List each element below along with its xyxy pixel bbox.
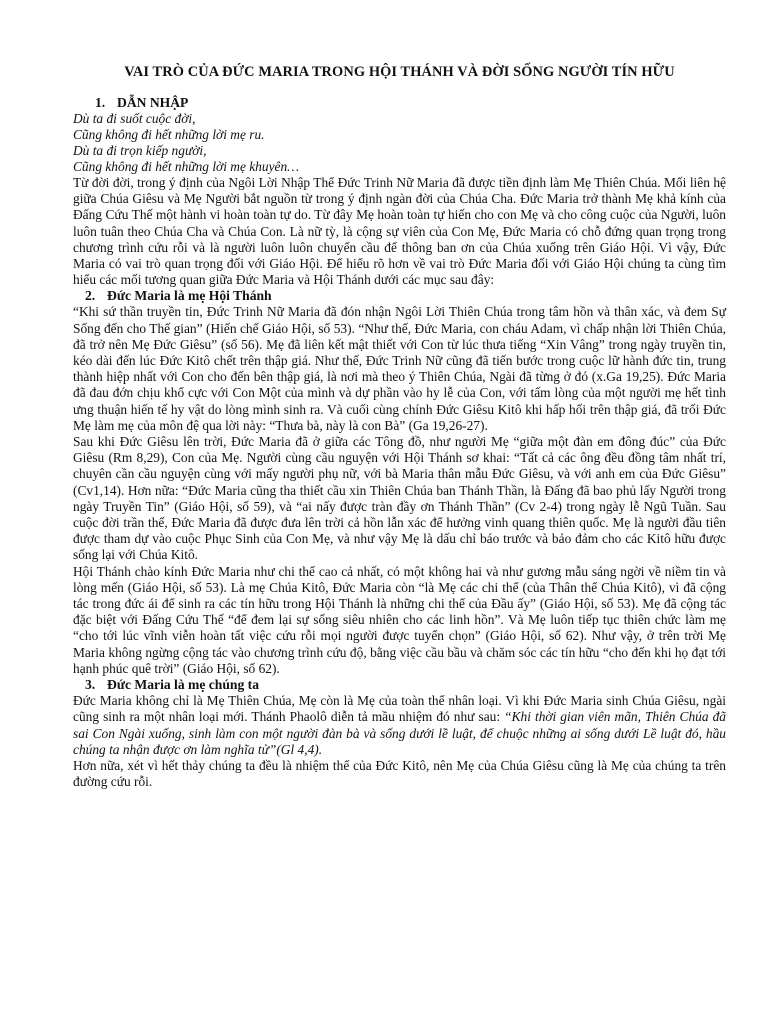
intro-paragraph: Từ đời đời, trong ý định của Ngôi Lời Nhập Thể Đức Trinh Nữ Maria đã được tiền định làm Mẹ Thiên Chúa. Mối liên hệ giữa Chúa Giêsu và Mẹ Người bắt nguồn từ trong ý định ngàn đời của Chúa Cha. Đức Maria trở thành Mẹ khả kính của Đấng Cứu Thế một hành vi hoàn toàn tự do. Từ đây Mẹ hoàn toàn tự hiến cho con Mẹ và cho công cuộc của Người, luôn luôn tuân theo Chúa Cha và Chúa Con. Là nữ tỳ, là cộng sự viên của Con Mẹ, Đức Maria có chỗ đứng quan trọng trong chương trình cứu rỗi và là người luôn luôn chuyển cầu để thông ban ơn của Chúa xuống trên Giáo Hội. Vì vậy, Đức Maria có vai trò quan trọng đối với Giáo Hội. Để hiểu rõ hơn về vai trò Đức Maria đối với Giáo Hội chúng ta cùng tìm hiểu các mối tương quan giữa Đức Maria và Hội Thánh dưới các mục sau đây: bbox=[73, 175, 726, 288]
body-paragraph: Sau khi Đức Giêsu lên trời, Đức Maria đã ở giữa các Tông đồ, như người Mẹ “giữa một đàn em đông đúc” của Đức Giêsu (Rm 8,29), Con của Mẹ. Người cùng cầu nguyện với Hội Thánh sơ khai: “Tất cả các ông đều đồng tâm nhất trí, chuyên cần cầu nguyện cùng với mấy người phụ nữ, với bà Maria thân mẫu Đức Giêsu, và với anh em của Đức Giêsu” (Cv1,14). Hơn nữa: “Đức Maria cũng tha thiết cầu xin Thiên Chúa ban Thánh Thần, là Đấng đã bao phủ lấy Người trong ngày Truyền Tin” (Giáo Hội, số 59), và “ai nấy được tràn đầy ơn Thánh Thần” (Cv 2-4) trong ngày lễ Ngũ Tuần. Sau cuộc đời trần thế, Đức Maria đã được đưa lên trời cả hồn lẫn xác để hưởng vinh quang thiên quốc. Mẹ là người đầu tiên được tham dự vào cuộc Phục Sinh của Con Mẹ, và như vậy Mẹ là dấu chỉ báo trước và bảo đảm cho các Kitô hữu được sống lại với Chúa Kitô. bbox=[73, 434, 726, 563]
poem-line: Dù ta đi suốt cuộc đời, bbox=[73, 111, 196, 126]
section-number: 3. bbox=[85, 677, 96, 693]
section-number: 1. bbox=[95, 95, 106, 110]
poem-line: Cũng không đi hết những lời mẹ khuyên… bbox=[73, 159, 300, 174]
paragraph-text: Đức Maria không chỉ là Mẹ Thiên Chúa, Mẹ còn là Mẹ của toàn thể nhân loại. Vì khi Đức Maria sinh Chúa Giêsu, ngài cũng sinh ra một nhân loại mới. Thánh Phaolô diễn tả mầu nhiệm đó như sau: bbox=[73, 693, 726, 725]
section-heading-mother-of-church bbox=[73, 288, 726, 304]
scripture-quote: “Khi thời gian viên mãn, Thiên Chúa đã sai Con Ngài xuống, sinh làm con một người đàn bà và sống dưới lề luật, để chuộc những ai sống dưới Lề luật đó, hầu chúng ta nhận được ơn làm nghĩa tử”(Gl 4,4). bbox=[73, 709, 726, 757]
body-paragraph: Hội Thánh chào kính Đức Maria như chi thể cao cả nhất, có một không hai và như gương mẫu sáng ngời về niềm tin và lòng mến (Giáo Hội, số 53). Là mẹ Chúa Kitô, Đức Maria còn “là Mẹ các chi thể (của Thân thể Chúa Kitô), vì đã cộng tác trong đức ái để sinh ra các tín hữu trong Hội Thánh là những chi thể của Đầu ấy” (Giáo Hội, số 53). Mẹ đã cộng tác đặc biệt với Đấng Cứu Thế “để đem lại sự sống siêu nhiên cho các linh hồn”. Và Mẹ luôn tiếp tục thiên chức làm mẹ “cho tới lúc vĩnh viễn hoàn tất việc cứu rỗi mọi người được tuyển chọn” (Giáo Hội, số 62). Như vậy, ở trên trời Mẹ Maria không ngừng cộng tác vào chương trình cứu độ, bằng việc cầu bầu và chăm sóc các tín hữu “cho đến khi họ đạt tới hạnh phúc quê trời” (Giáo Hội, số 62). bbox=[73, 563, 726, 676]
poem-line: Cũng không đi hết những lời mẹ ru. bbox=[73, 127, 265, 142]
section-heading-our-mother bbox=[73, 677, 726, 693]
section-title: Đức Maria là mẹ chúng ta bbox=[107, 677, 260, 693]
body-paragraph bbox=[73, 693, 726, 758]
poem bbox=[73, 111, 726, 175]
body-paragraph: “Khi sứ thần truyền tin, Đức Trinh Nữ Maria đã đón nhận Ngôi Lời Thiên Chúa trong tâm hồn và thân xác, và đem Sự Sống đến cho Thế gian” (Hiến chế Giáo Hội, số 53). “Như thế, Đức Maria, con cháu Adam, vì chấp nhận lời Thiên Chúa, đã trở nên Mẹ Đức Giêsu” (số 56). Mẹ đã liên kết mật thiết với Con từ lúc thưa tiếng “Xin Vâng” trong ngày truyền tin, kéo dài đến lúc Đức Kitô chết trên thập giá. Như thế, Đức Trinh Nữ cũng đã tiến bước trong cuộc lữ hành đức tin, trung thành hiệp nhất với Con cho đến bên thập giá, là nơi mà theo ý Thiên Chúa, Ngài đã từng ở đó (x.Ga 19,25). Đức Maria đã đau đớn chịu khổ cực với Con Một của mình và dự phần vào hy lễ của Con, với tấm lòng của một người mẹ hết tình ưng thuận hiến tế hy vật do lòng mình sinh ra. Và cuối cùng chính Đức Giêsu Kitô khi hấp hối trên thập giá, đã trối Đức Mẹ làm mẹ của môn đệ qua lời này: “Thưa bà, này là con Bà” (Ga 19,26-27). bbox=[73, 304, 726, 433]
section-heading-intro bbox=[73, 95, 726, 111]
poem-line: Dù ta đi trọn kiếp người, bbox=[73, 143, 207, 158]
document-title: VAI TRÒ CỦA ĐỨC MARIA TRONG HỘI THÁNH VÀ ĐỜI SỐNG NGƯỜI TÍN HỮU bbox=[124, 64, 675, 80]
section-number: 2. bbox=[85, 288, 96, 304]
body-paragraph: Hơn nữa, xét vì hết thảy chúng ta đều là nhiệm thể của Đức Kitô, nên Mẹ của Chúa Giêsu cũng là Mẹ của chúng ta trên đường cứu rỗi. bbox=[73, 757, 726, 790]
section-title: Đức Maria là mẹ Hội Thánh bbox=[107, 288, 272, 304]
section-title: DẪN NHẬP bbox=[117, 95, 189, 110]
